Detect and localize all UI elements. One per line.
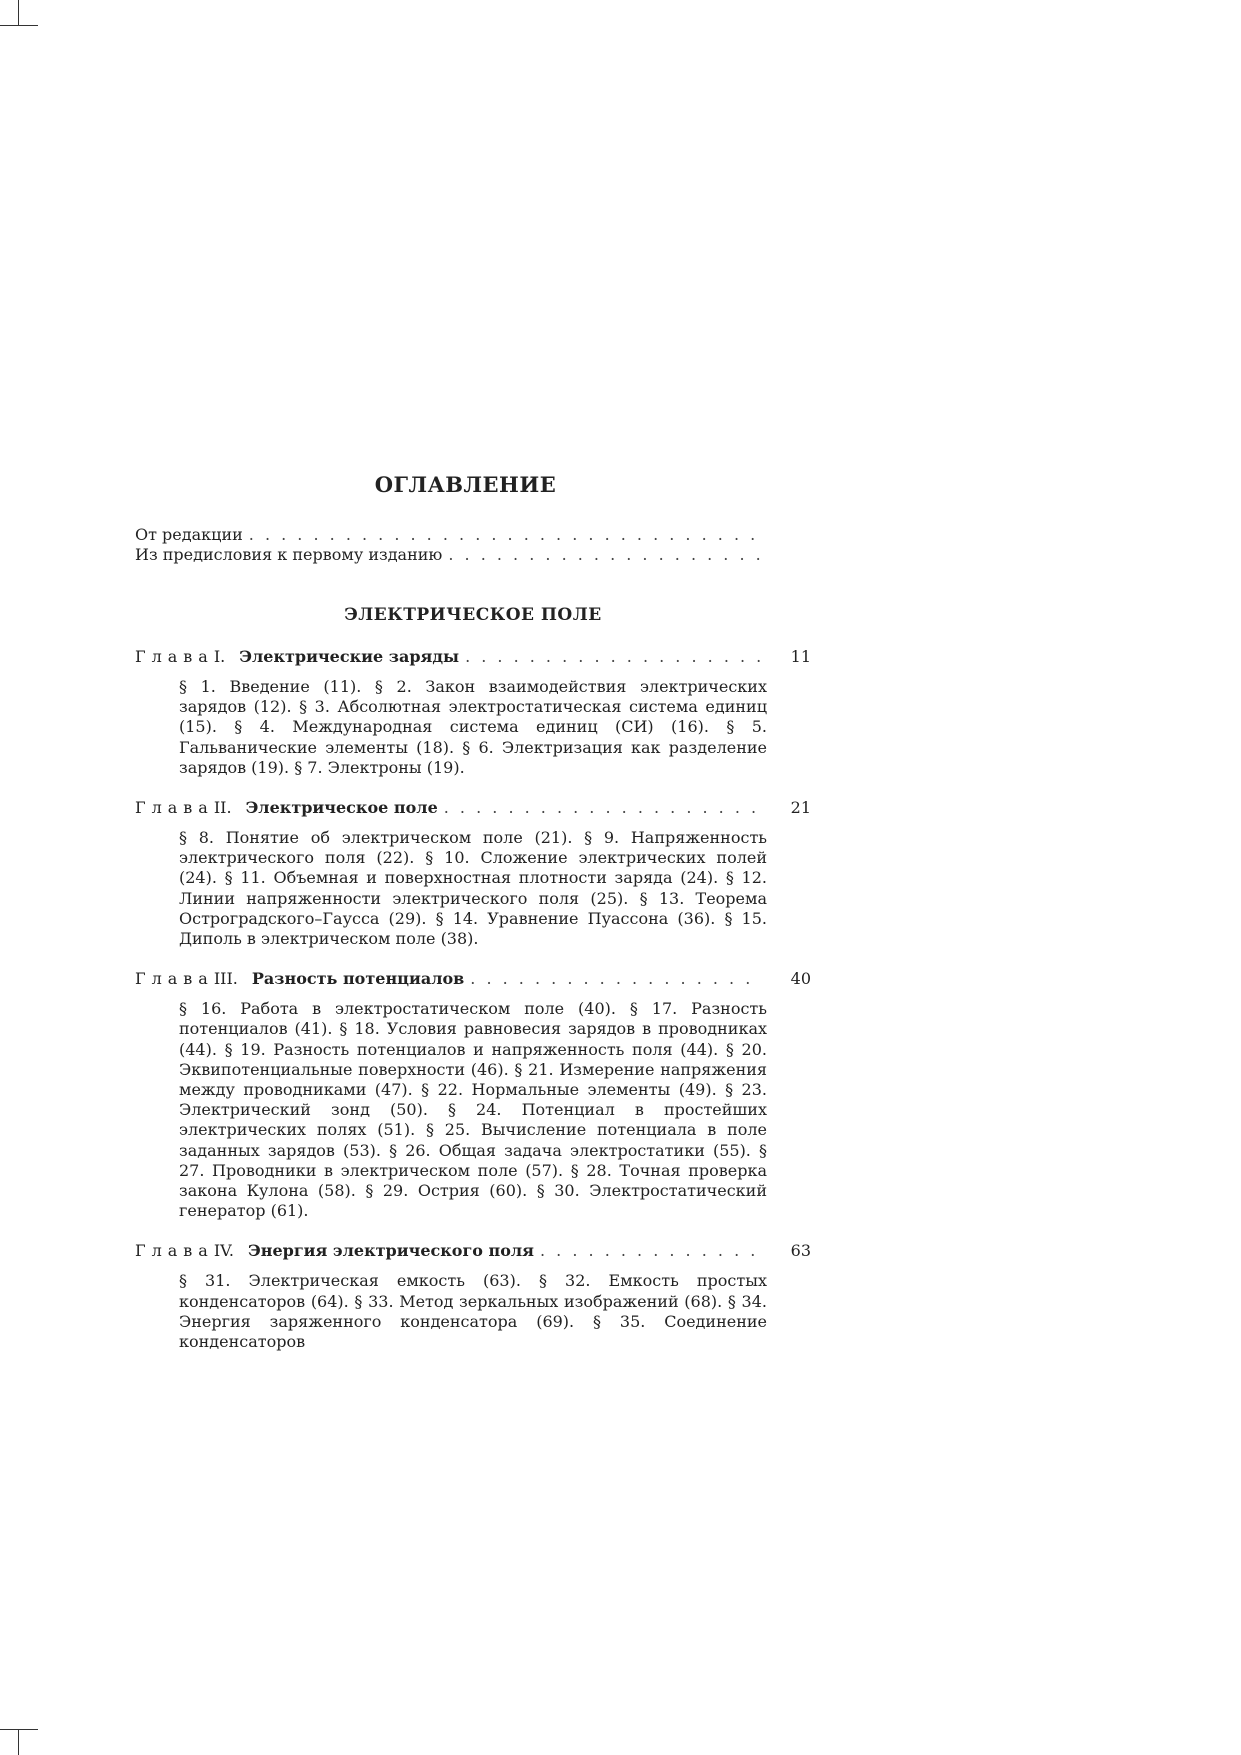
crop-mark-bottom-horizontal — [0, 1729, 38, 1730]
chapter-title: Разность потенциалов — [251, 969, 465, 989]
dot-leader — [249, 525, 761, 545]
crop-mark-top-vertical — [18, 0, 19, 26]
crop-mark-bottom-vertical — [18, 1729, 19, 1755]
chapter-title: Электрические заряды — [239, 647, 460, 666]
chapter-sections: § 16. Работа в электростатическом поле (40). § 17. Разность потенциалов (41). § 18. Условия равновесия зарядов в проводниках (44). § 19. Разность потенциалов и напряженность поля (44). § 20. Эквипотенциальные поверхности (46). § 21. Измерение напряжения между проводниками (47). § 22. Нормальные элементы (49). § 23. Электрический зонд (50). § 24. Потенциал в простейших электрических полях (51). § 25. Вычисление потенциала в поле заданных зарядов (53). § 26. Общая задача электростатики (55). § 27. Проводники в электрическом поле (57). § 28. Точная проверка закона Кулона (58). § 29. Острия (60). § 30. Электростатический генератор (61). — [179, 999, 767, 1221]
toc-chapter-4[interactable] — [135, 1241, 811, 1261]
chapter-page: 11 — [790, 647, 811, 666]
chapter-prefix: Глава — [135, 969, 214, 989]
chapter-page: 63 — [790, 1241, 811, 1261]
toc-chapter-1[interactable] — [135, 647, 811, 667]
dot-leader — [444, 798, 761, 818]
toc-entry-label: Из предисловия к первому изданию — [135, 545, 443, 564]
crop-mark-top-horizontal — [0, 25, 38, 26]
toc-chapter-3[interactable] — [135, 969, 811, 989]
chapter-title: Электрическое поле — [245, 798, 438, 818]
toc-entry-editorial[interactable] — [135, 525, 811, 545]
chapter-sections: § 8. Понятие об электрическом поле (21). § 9. Напряженность электрического поля (22). § 10. Сложение электрических полей (24). § 11. Объемная и поверхностная плотности заряда (24). § 12. Линии напряженности электрического поля (25). § 13. Теорема Остроградского–Гаусса (29). § 14. Уравнение Пуассона (36). § 15. Диполь в электрическом поле (38). — [179, 828, 767, 949]
chapter-sections: § 1. Введение (11). § 2. Закон взаимодействия электрических зарядов (12). § 3. Абсолютная электростатическая система единиц (15). § 4. Международная система единиц (СИ) (16). § 5. Гальванические элементы (18). § 6. Электризация как разделение зарядов (19). § 7. Электроны (19). — [179, 677, 767, 777]
chapter-prefix: Глава — [135, 647, 214, 666]
chapter-number: IV. — [213, 1241, 235, 1261]
dot-leader — [465, 647, 761, 667]
chapter-sections: § 31. Электрическая емкость (63). § 32. Емкость простых конденсаторов (64). § 33. Метод зеркальных изображений (68). § 34. Энергия заряженного конденсатора (69). § 35. Соединение конденсаторов — [179, 1271, 767, 1352]
chapter-page: 40 — [790, 969, 811, 989]
chapter-title: Энергия электрического поля — [248, 1241, 534, 1261]
toc-chapter-2[interactable] — [135, 798, 811, 818]
page-title: ОГЛАВЛЕНИЕ — [374, 472, 557, 497]
chapter-page: 21 — [790, 798, 811, 818]
dot-leader — [470, 969, 761, 989]
chapter-prefix: Глава — [135, 1241, 214, 1261]
table-of-contents — [135, 525, 811, 1372]
chapter-number: II. — [213, 798, 232, 818]
chapter-number: I. — [213, 647, 226, 666]
dot-leader — [540, 1241, 761, 1261]
toc-entry-preface[interactable] — [135, 545, 811, 565]
part-title: ЭЛЕКТРИЧЕСКОЕ ПОЛЕ — [344, 605, 602, 625]
chapter-number: III. — [213, 969, 238, 989]
dot-leader — [448, 545, 761, 565]
toc-entry-label: От редакции — [135, 525, 243, 544]
chapter-prefix: Глава — [135, 798, 214, 818]
